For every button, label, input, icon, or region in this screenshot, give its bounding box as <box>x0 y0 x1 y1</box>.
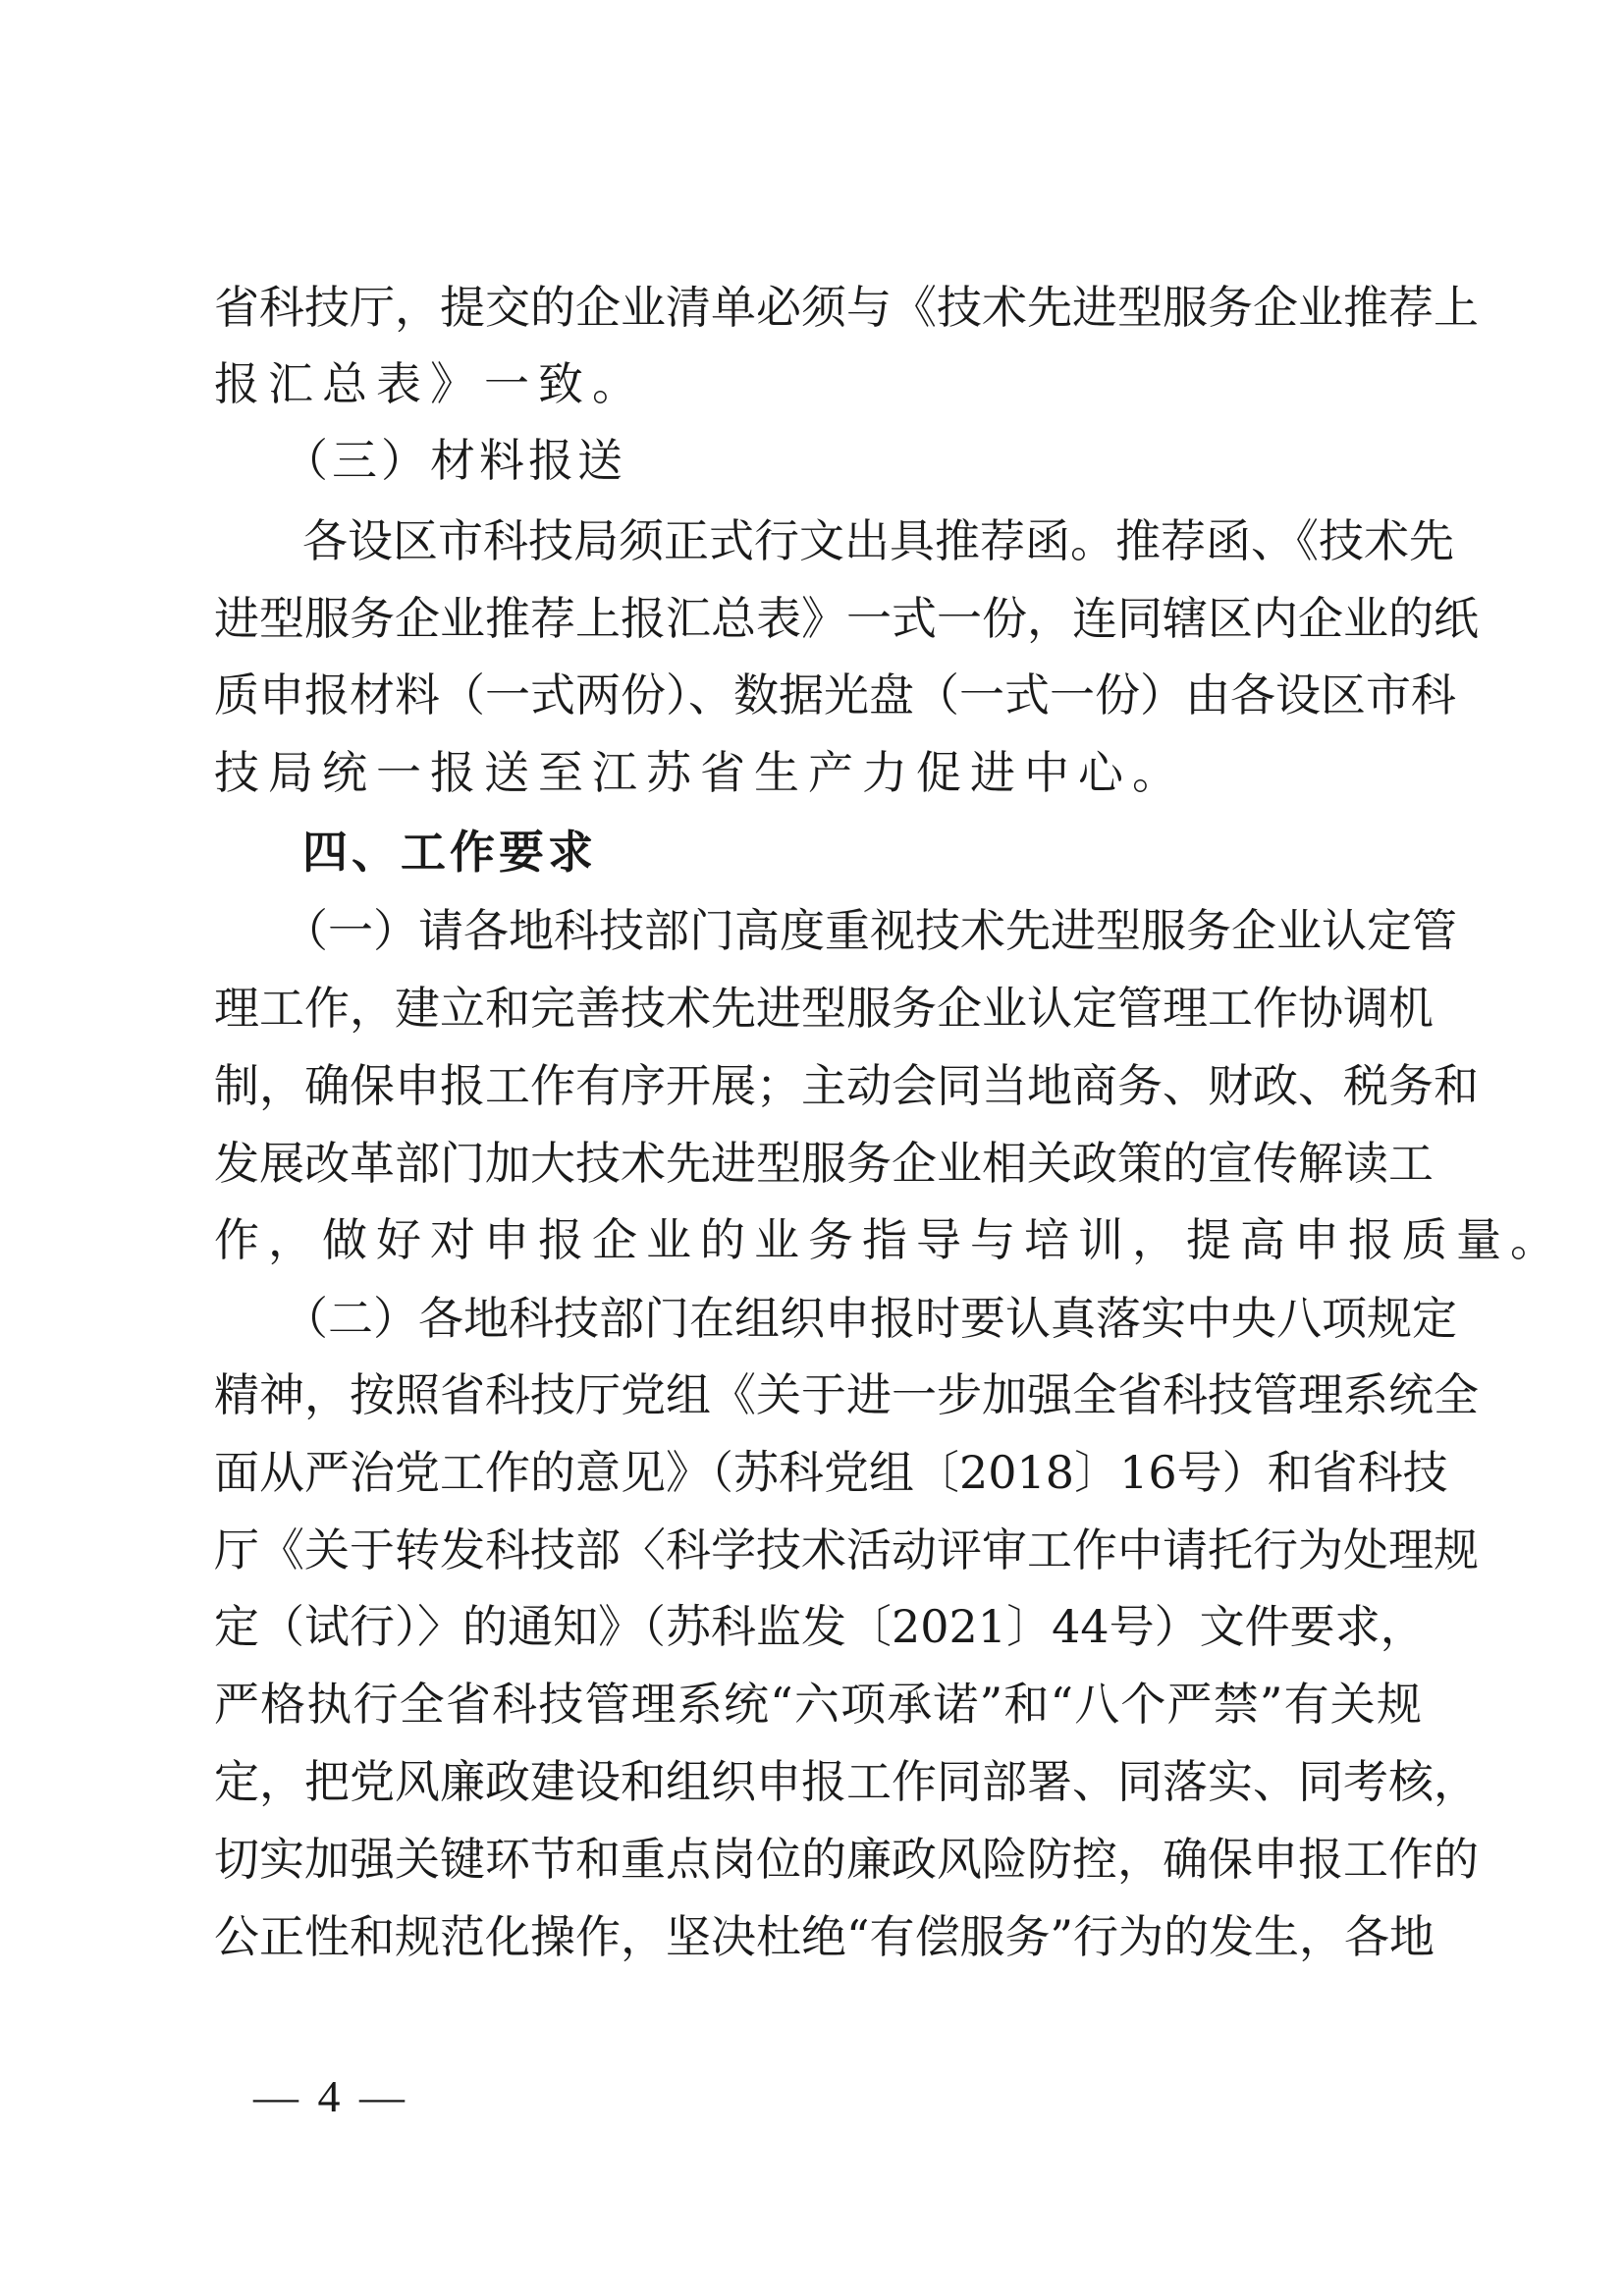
body-line: 公正性和规范化操作，坚决杜绝“有偿服务”行为的发生，各地 <box>214 1910 1435 1963</box>
body-line: （二）各地科技部门在组织申报时要认真落实中央八项规定 <box>283 1292 1457 1345</box>
body-line: 报汇总表》一致。 <box>214 357 646 410</box>
body-line: 定，把党风廉政建设和组织申报工作同部署、同落实、同考核， <box>214 1755 1479 1808</box>
body-line: 发展改革部门加大技术先进型服务企业相关政策的宣传解读工 <box>214 1137 1434 1190</box>
body-line: （一）请各地科技部门高度重视技术先进型服务企业认定管 <box>283 904 1457 957</box>
body-line: 定（试行）〉的通知》（苏科监发〔2021〕44号）文件要求， <box>214 1600 1426 1653</box>
body-line: 理工作，建立和完善技术先进型服务企业认定管理工作协调机 <box>214 982 1434 1035</box>
body-line: 技局统一报送至江苏省生产力促进中心。 <box>214 746 1186 799</box>
subsection-heading: （三）材料报送 <box>283 434 626 487</box>
body-line: 质申报材料（一式两份）、数据光盘（一式一份）由各设区市科 <box>214 668 1456 721</box>
body-line: 切实加强关键环节和重点岗位的廉政风险防控，确保申报工作的 <box>214 1833 1479 1886</box>
body-line: 精神，按照省科技厅党组《关于进一步加强全省科技管理系统全 <box>214 1368 1479 1421</box>
body-line: 省科技厅，提交的企业清单必须与《技术先进型服务企业推荐上 <box>214 281 1479 334</box>
body-line: 严格执行全省科技管理系统“六项承诺”和“八个严禁”有关规 <box>214 1678 1422 1731</box>
body-line: 厅《关于转发科技部〈科学技术活动评审工作中请托行为处理规 <box>214 1523 1479 1576</box>
page-number: — 4 — <box>253 2071 408 2121</box>
body-line: 面从严治党工作的意见》（苏科党组〔2018〕16号）和省科技 <box>214 1446 1448 1499</box>
body-line: 进型服务企业推荐上报汇总表》一式一份，连同辖区内企业的纸 <box>214 592 1479 645</box>
section-heading: 四、工作要求 <box>302 826 597 879</box>
body-line: 作，做好对申报企业的业务指导与培训，提高申报质量。 <box>214 1213 1564 1266</box>
body-line: 各设区市科技局须正式行文出具推荐函。推荐函、《技术先 <box>302 514 1454 567</box>
body-line: 制，确保申报工作有序开展；主动会同当地商务、财政、税务和 <box>214 1059 1479 1112</box>
